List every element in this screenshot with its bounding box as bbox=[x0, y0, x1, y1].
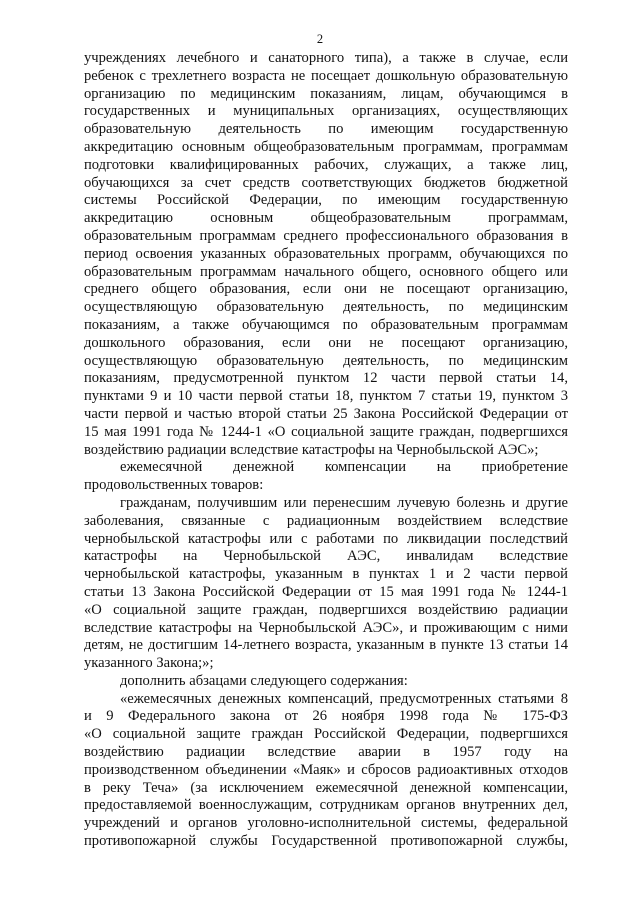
text-line: среднего общего образования, если они не посещают организацию, bbox=[84, 281, 568, 298]
text-line: «О социальной защите граждан, подвергшихся воздействию радиации bbox=[84, 601, 568, 618]
text-line: воздействию радиации вследствие аварии в 1957 году на bbox=[84, 744, 568, 761]
text-line: вследствие катастрофы на Чернобыльской АЭС», и проживающим с ними bbox=[84, 619, 568, 636]
text-line: гражданам, получившим или перенесшим лучевую болезнь и другие bbox=[120, 494, 568, 511]
text-line: «О социальной защите граждан Российской Федерации, подвергшихся bbox=[84, 726, 568, 743]
text-line: показаниям, а также обучающимся по образовательным программам bbox=[84, 316, 568, 333]
text-line: учреждений и органов уголовно-исполнительной системы, федеральной bbox=[84, 815, 568, 832]
text-line: 15 мая 1991 года № 1244-1 «О социальной защите граждан, подвергшихся bbox=[84, 423, 568, 440]
text-line: показаниям, предусмотренной пунктом 12 части первой статьи 14, bbox=[84, 370, 568, 387]
text-line: обучающихся за счет средств соответствующих бюджетов бюджетной bbox=[84, 174, 568, 191]
text-line: период освоения указанных образовательных программ, обучающихся по bbox=[84, 245, 568, 262]
text-line: производственном объединении «Маяк» и сбросов радиоактивных отходов bbox=[84, 761, 568, 778]
text-line: образовательным программам начального общего, основного общего или bbox=[84, 263, 568, 280]
text-line: ребенок с трехлетнего возраста не посещает дошкольную образовательную bbox=[84, 67, 568, 84]
text-line: предоставляемой военнослужащим, сотрудникам органов внутренних дел, bbox=[84, 797, 568, 814]
text-line: катастрофы на Чернобыльской АЭС, инвалидам вследствие bbox=[84, 548, 568, 565]
text-line: продовольственных товаров: bbox=[84, 477, 264, 494]
text-line: и 9 Федерального закона от 26 ноября 1998 года № 175-ФЗ bbox=[84, 708, 568, 725]
page-number: 2 bbox=[316, 32, 324, 46]
text-line: указанного Закона;»; bbox=[84, 655, 214, 672]
text-line: воздействию радиации вследствие катастрофы на Чернобыльской АЭС»; bbox=[84, 441, 539, 458]
text-line: статьи 13 Закона Российской Федерации от 15 мая 1991 года № 1244-1 bbox=[84, 583, 568, 600]
document-body bbox=[84, 50, 568, 851]
text-line: пунктами 9 и 10 части первой статьи 18, пунктом 7 статьи 19, пунктом 3 bbox=[84, 388, 568, 405]
text-line: части первой и частью второй статьи 25 Закона Российской Федерации от bbox=[84, 405, 568, 422]
text-line: образовательным программам среднего профессионального образования в bbox=[84, 227, 568, 244]
text-line: заболевания, связанные с радиационным воздействием вследствие bbox=[84, 512, 568, 529]
text-line: организацию по медицинским показаниям, лицам, обучающимся в bbox=[84, 85, 568, 102]
text-line: дополнить абзацами следующего содержания: bbox=[120, 672, 408, 689]
text-line: чернобыльской катастрофы, указанным в пунктах 1 и 2 части первой bbox=[84, 566, 568, 583]
text-line: осуществляющую образовательную деятельность, по медицинским bbox=[84, 299, 568, 316]
text-line: учреждениях лечебного и санаторного типа), а также в случае, если bbox=[84, 50, 568, 66]
text-line: системы Российской Федерации, по имеющим государственную bbox=[84, 192, 568, 209]
text-line: государственных и муниципальных организациях, осуществляющих bbox=[84, 103, 568, 120]
text-line: противопожарной службы Государственной противопожарной службы, bbox=[84, 833, 568, 850]
text-line: аккредитацию основным общеобразовательным программам, программам bbox=[84, 138, 568, 155]
text-line: образовательную деятельность по имеющим государственную bbox=[84, 121, 568, 138]
text-line: детям, не достигшим 14-летнего возраста, указанным в пункте 13 статьи 14 bbox=[84, 637, 568, 654]
text-line: подготовки квалифицированных рабочих, служащих, а также лиц, bbox=[84, 156, 568, 173]
text-line: аккредитацию основным общеобразовательным программам, bbox=[84, 210, 568, 227]
text-line: в реку Теча» (за исключением ежемесячной денежной компенсации, bbox=[84, 779, 568, 796]
text-line: осуществляющую образовательную деятельность, по медицинским bbox=[84, 352, 568, 369]
text-line: чернобыльской катастрофы или с работами по ликвидации последствий bbox=[84, 530, 568, 547]
text-line: дошкольного образования, если они не посещают организацию, bbox=[84, 334, 568, 351]
text-line: ежемесячной денежной компенсации на приобретение bbox=[120, 459, 568, 476]
text-line: «ежемесячных денежных компенсаций, предусмотренных статьями 8 bbox=[120, 690, 568, 707]
